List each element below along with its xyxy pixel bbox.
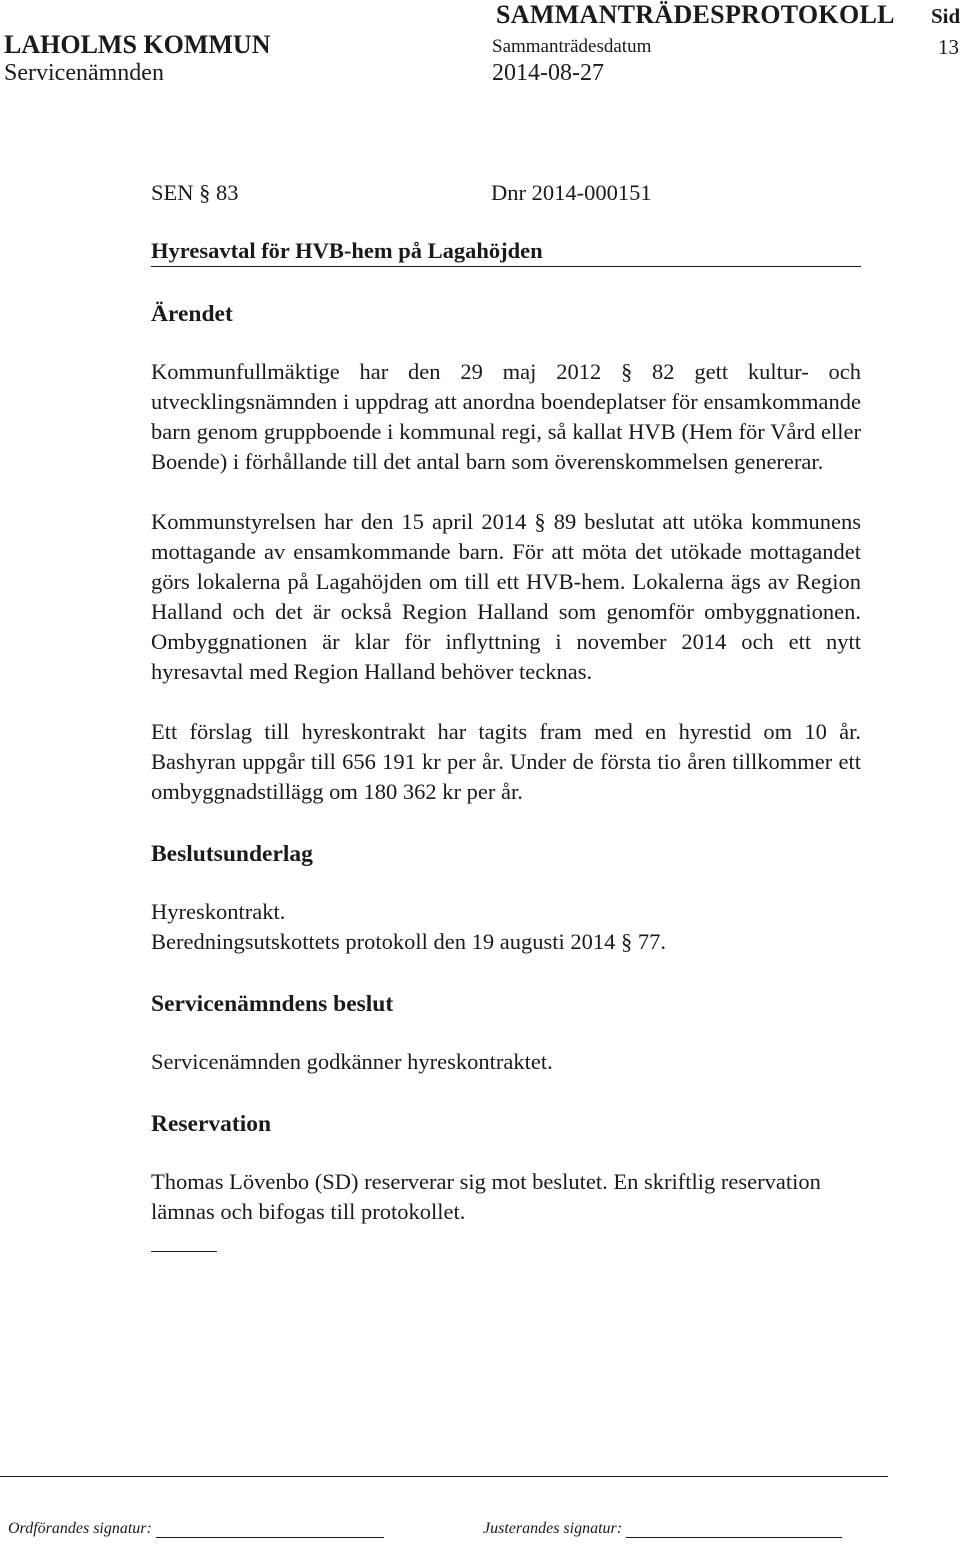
arendet-paragraph-1: Kommunfullmäktige har den 29 maj 2012 § 82 gett kultur- och utvecklingsnämnden i uppdrag att anordna boendeplatser för ensamkommande barn genom gruppboende i kommunal regi, så kallat HVB (Hem för Vård eller Boende) i förhållande till det antal barn som överenskommelsen genererar.	[151, 359, 861, 474]
section-heading-beslutsunderlag: Beslutsunderlag	[151, 841, 313, 867]
organization-name: LAHOLMS KOMMUN	[4, 30, 271, 59]
document-body	[151, 178, 861, 1252]
case-number: Dnr 2014-000151	[491, 180, 652, 205]
chair-signature-field	[8, 1520, 384, 1538]
case-reference-row	[151, 178, 861, 208]
section-heading-arendet: Ärendet	[151, 301, 233, 327]
meeting-date: 2014-08-27	[492, 60, 604, 86]
paragraph-reference: SEN § 83	[151, 180, 239, 205]
adjuster-signature-line	[626, 1523, 842, 1538]
arendet-paragraph-3: Ett förslag till hyreskontrakt har tagits fram med en hyrestid om 10 år. Bashyran uppgår till 656 191 kr per år. Under de första tio åren tillkommer ett ombyggnadstillägg om 180 362 kr per år.	[151, 719, 861, 804]
chair-signature-label: Ordförandes signatur:	[8, 1520, 152, 1537]
adjuster-signature-label: Justerandes signatur:	[483, 1520, 623, 1537]
footer-divider	[0, 1476, 888, 1477]
reservation-text: Thomas Lövenbo (SD) reserverar sig mot beslutet. En skriftlig reservation lämnas och bifogas till protokollet.	[151, 1169, 821, 1224]
section-heading-reservation: Reservation	[151, 1111, 272, 1137]
adjuster-signature-field	[483, 1520, 842, 1538]
protocol-title: SAMMANTRÄDESPROTOKOLL	[496, 0, 895, 29]
decision-text: Servicenämnden godkänner hyreskontraktet.	[151, 1049, 553, 1074]
page-number: 13	[938, 35, 959, 59]
section-heading-beslut: Servicenämndens beslut	[151, 991, 394, 1017]
basis-item: Hyreskontrakt.	[151, 899, 286, 924]
arendet-paragraph-2: Kommunstyrelsen har den 15 april 2014 § 89 beslutat att utöka kommunens mottagande av ensamkommande barn. För att möta det utökade mottagandet görs lokalerna på Lagahöjden om till ett HVB-hem. Lokalerna ägs av Region Halland och det är också Region Halland som genomför ombyggnationen. Ombyggnationen är klar för inflyttning i november 2014 och ett nytt hyresavtal med Region Halland behöver tecknas.	[151, 509, 861, 684]
meeting-date-label: Sammanträdesdatum	[492, 36, 652, 57]
page-label: Sid	[931, 4, 960, 28]
committee-name: Servicenämnden	[4, 60, 164, 86]
case-title: Hyresavtal för HVB-hem på Lagahöjden	[151, 236, 861, 267]
end-of-section-rule	[151, 1251, 217, 1252]
basis-item: Beredningsutskottets protokoll den 19 augusti 2014 § 77.	[151, 929, 666, 954]
chair-signature-line	[156, 1523, 384, 1538]
